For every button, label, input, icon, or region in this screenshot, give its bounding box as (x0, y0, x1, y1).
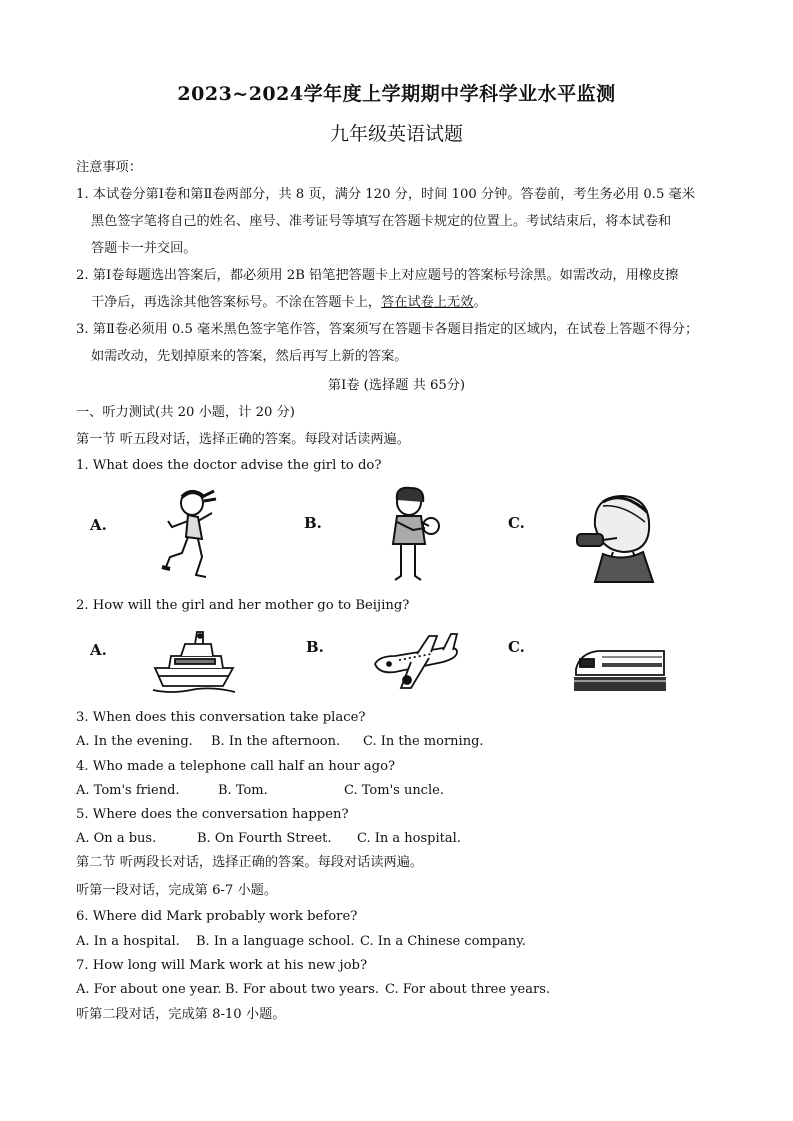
q4-option-b: B. Tom. (218, 783, 268, 798)
notice-text: 干净后，再选涂其他答案标号。不涂在答题卡上， (91, 295, 382, 310)
q1-label-a: A. (90, 516, 107, 534)
ship-icon (151, 628, 237, 696)
dialog2-heading: 听第二段对话，完成第 8-10 小题。 (76, 1007, 286, 1022)
q2-label-a: A. (90, 641, 107, 659)
notice-item-1-cont: 黑色签字笔将自己的姓名、座号、准考证号等填写在答题卡规定的位置上。考试结束后，将本试卷和 (91, 214, 672, 229)
notice-text-end: 。 (473, 295, 487, 310)
question-1: 1. What does the doctor advise the girl to do? (76, 458, 382, 473)
q6-option-c: C. In a Chinese company. (360, 934, 526, 949)
q2-label-b: B. (306, 638, 324, 656)
q3-option-c: C. In the morning. (363, 734, 484, 749)
q6-option-a: A. In a hospital. (76, 934, 180, 949)
notice-item-2-cont (91, 293, 487, 313)
question-2: 2. How will the girl and her mother go to Beijing? (76, 598, 410, 613)
notice-item-3: 3. 第Ⅱ卷必须用 0.5 毫米黑色签字笔作答，答案须写在答题卡各题目指定的区域内，在试卷上答题不得分； (76, 322, 699, 337)
q3-option-b: B. In the afternoon. (211, 734, 341, 749)
airplane-icon (371, 630, 461, 694)
notice-heading: 注意事项： (76, 160, 142, 175)
question-3: 3. When does this conversation take place? (76, 710, 366, 725)
girl-holding-ball-icon (383, 486, 443, 584)
exam-title: 2023~2024学年度上学期期中学科学业水平监测 (177, 83, 616, 105)
q5-option-a: A. On a bus. (76, 831, 157, 846)
train-icon (572, 635, 666, 693)
section1-heading: 一、听力测试(共 20 小题，计 20 分) (76, 405, 295, 420)
part1-heading: 第Ⅰ卷 (选择题 共 65分) (327, 378, 466, 393)
q4-option-a: A. Tom's friend. (76, 783, 180, 798)
q4-option-c: C. Tom's uncle. (344, 783, 444, 798)
running-girl-icon (158, 487, 220, 583)
exam-subtitle: 九年级英语试题 (329, 123, 463, 145)
q7-option-b: B. For about two years. (225, 982, 380, 997)
question-6: 6. Where did Mark probably work before? (76, 909, 358, 924)
q1-label-b: B. (304, 514, 322, 532)
notice-item-1: 1. 本试卷分第Ⅰ卷和第Ⅱ卷两部分，共 8 页，满分 120 分，时间 100 分钟。答卷前，考生务必用 0.5 毫米 (76, 187, 695, 202)
q5-option-c: C. In a hospital. (357, 831, 461, 846)
q7-option-a: A. For about one year. (76, 982, 222, 997)
subsection2-heading: 第二节 听两段长对话，选择正确的答案。每段对话读两遍。 (76, 855, 424, 870)
q2-label-c: C. (508, 638, 525, 656)
q5-option-b: B. On Fourth Street. (197, 831, 332, 846)
notice-item-3-cont: 如需改动，先划掉原来的答案，然后再写上新的答案。 (91, 349, 408, 364)
q1-label-c: C. (508, 514, 525, 532)
question-5: 5. Where does the conversation happen? (76, 807, 349, 822)
notice-item-2: 2. 第Ⅰ卷每题选出答案后，都必须用 2B 铅笔把答题卡上对应题号的答案标号涂黑。如需改动，用橡皮擦 (76, 268, 679, 283)
subsection1-heading: 第一节 听五段对话，选择正确的答案。每段对话读两遍。 (76, 432, 410, 447)
dialog1-heading: 听第一段对话，完成第 6-7 小题。 (76, 883, 278, 898)
boy-drinking-icon (573, 492, 657, 584)
q3-option-a: A. In the evening. (76, 734, 193, 749)
q6-option-b: B. In a language school. (196, 934, 355, 949)
notice-item-1-cont2: 答题卡一并交回。 (91, 241, 197, 256)
q7-option-c: C. For about three years. (385, 982, 550, 997)
question-7: 7. How long will Mark work at his new job? (76, 958, 368, 973)
question-4: 4. Who made a telephone call half an hour ago? (76, 759, 396, 774)
underlined-notice: 答在试卷上无效 (381, 295, 474, 310)
